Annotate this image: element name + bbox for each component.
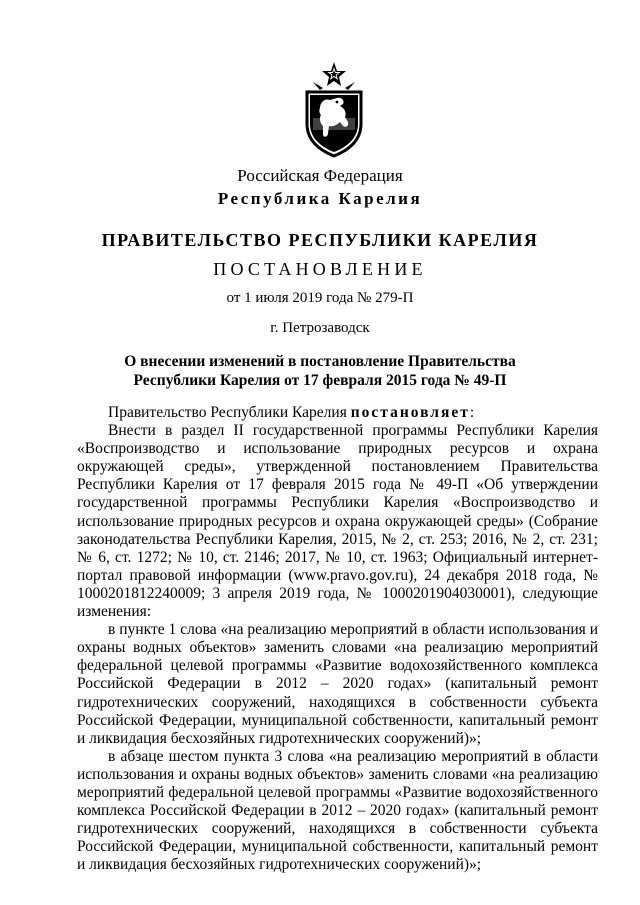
document-date: от 1 июля 2019 года № 279-П — [226, 290, 414, 306]
country-name: Российская Федерация — [237, 166, 403, 185]
intro-suffix: : — [469, 404, 475, 421]
document-city: г. Петрозаводск — [270, 320, 370, 336]
republic-name: Республика Карелия — [217, 189, 423, 208]
intro-keyword: постановляет — [350, 404, 470, 421]
subject-line-1: О внесении изменений в постановление Правительства — [124, 353, 516, 370]
subject-line-2: Республики Карелия от 17 февраля 2015 года № 49-П — [133, 372, 507, 389]
coat-of-arms-emblem — [293, 60, 375, 158]
body-paragraph-2: в пункте 1 слова «на реализацию мероприятий в области использования и охраны водных объектов» заменить словами «на реализацию мероприятий федеральной целевой программы «Развитие водохозяйственного комплекса Российской Федерации в 2012 – 2020 годах» (капитальный ремонт гидротехнических сооружений, находящихся в собственности субъекта Российской Федерации, муниципальной собственности, капитальный ремонт и ликвидация бесхозяйных гидротехнических сооружений)»; — [77, 621, 598, 747]
document-body — [77, 404, 598, 874]
body-paragraph-1: Внести в раздел II государственной программы Республики Карелия «Воспроизводство и использование природных ресурсов и охрана окружающей среды», утвержденной постановлением Правительства Республики Карелия от 17 февраля 2015 года № 49-П «Об утверждении государственной программы Республики Карелия «Воспроизводство и использование природных ресурсов и охрана окружающей среды» (Собрание законодательства Республики Карелия, 2015, № 2, ст. 253; 2016, № 2, ст. 231; № 6, ст. 1272; № 10, ст. 2146; 2017, № 10, ст. 1963; Официальный интернет-портал правовой информации (www.pravo.gov.ru), 24 декабря 2018 года, № 1000201812240009; 3 апреля 2019 года, № 1000201904030001), следующие изменения: — [77, 422, 598, 621]
document-subject — [0, 352, 640, 390]
intro-paragraph — [77, 404, 598, 422]
document-type: ПОСТАНОВЛЕНИЕ — [213, 259, 427, 279]
intro-prefix: Правительство Республики Карелия — [108, 404, 351, 421]
body-paragraph-3: в абзаце шестом пункта 3 слова «на реализацию мероприятий в области использования и охраны водных объектов» заменить словами «на реализацию мероприятий федеральной целевой программы «Развитие водохозяйственного комплекса Российской Федерации в 2012 – 2020 годах» (капитальный ремонт гидротехнических сооружений, находящихся в собственности субъекта Российской Федерации, муниципальной собственности, капитальный ремонт и ликвидация бесхозяйных гидротехнических сооружений)»; — [77, 747, 598, 874]
government-title: ПРАВИТЕЛЬСТВО РЕСПУБЛИКИ КАРЕЛИЯ — [101, 230, 539, 250]
